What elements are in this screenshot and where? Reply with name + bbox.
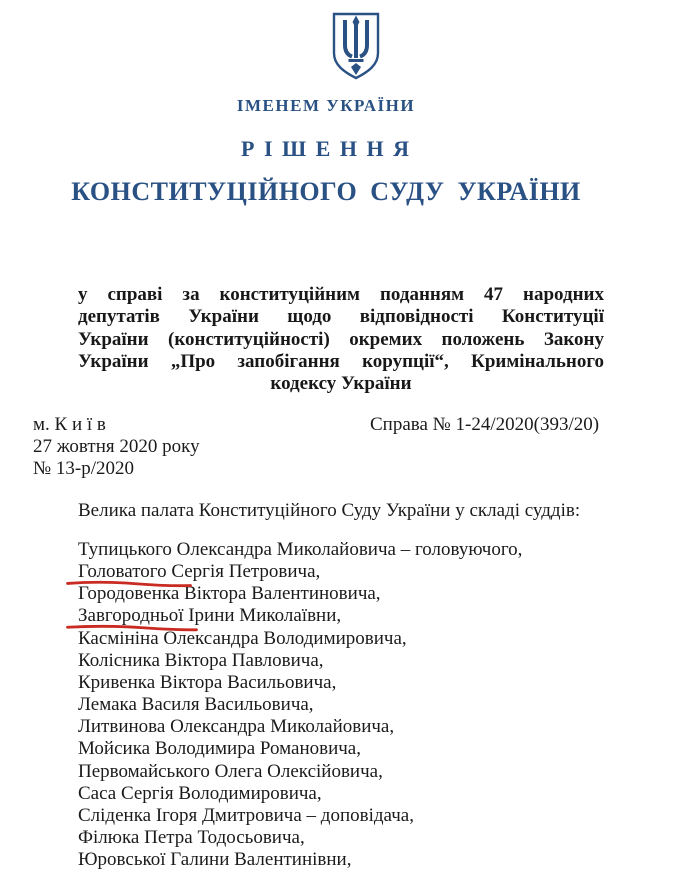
ukraine-coat-of-arms-icon [329, 11, 383, 81]
judge-line: Сліденка Ігоря Дмитровича – доповідача, [78, 804, 414, 826]
judge-line: Кривенка Віктора Васильовича, [78, 671, 337, 693]
judge-line: Литвинова Олександра Миколайовича, [78, 716, 395, 738]
judge-line: Мойсика Володимира Романовича, [78, 738, 361, 760]
judge-line: Касмініна Олександра Володимировича, [78, 627, 407, 649]
judge-line: Філюка Петра Тодосьовича, [78, 827, 305, 849]
judge-line: Головатого Сергія Петровича, [78, 561, 321, 583]
subject-line: України „Про запобігання корупції“, Кримінального [78, 350, 604, 372]
subject-line: кодексу України [270, 373, 412, 395]
judge-line: Первомайського Олега Олексійовича, [78, 760, 383, 782]
judge-line: Саса Сергія Володимировича, [78, 782, 322, 804]
judge-line: Завгородньої Ірини Миколаївни, [78, 605, 342, 627]
case-subject-paragraph [78, 284, 604, 395]
city-label: м. К и ї в [33, 414, 106, 435]
judge-line: Лемака Василя Васильовича, [78, 694, 314, 716]
grand-chamber-intro: Велика палата Конституційного Суду України у складі суддів: [78, 500, 581, 521]
judge-line: Тупицького Олександра Миколайовича – головуючого, [78, 539, 523, 560]
header-decision-title: Р І Ш Е Н Н Я [241, 136, 411, 161]
subject-line: депутатів України щодо відповідності Конституції [78, 306, 604, 328]
judge-line: Городовенка Віктора Валентиновича, [78, 583, 381, 605]
judge-line: Колісника Віктора Павловича, [78, 649, 324, 671]
date-label: 27 жовтня 2020 року [33, 436, 200, 457]
judges-list [78, 539, 522, 871]
subject-line: у справі за конституційним поданням 47 народних [78, 284, 604, 305]
decision-number: № 13-р/2020 [33, 458, 134, 479]
case-number: Справа № 1-24/2020(393/20) [370, 414, 600, 435]
subject-line: України (конституційності) окремих положень Закону [78, 328, 604, 350]
header-constitutional-court: КОНСТИТУЦІЙНОГО СУДУ УКРАЇНИ [71, 177, 581, 206]
judge-line: Юровської Галини Валентинівни, [78, 849, 352, 871]
header-in-the-name-of-ukraine: ІМЕНЕМ УКРАЇНИ [236, 96, 416, 115]
dateline-block [33, 414, 200, 480]
